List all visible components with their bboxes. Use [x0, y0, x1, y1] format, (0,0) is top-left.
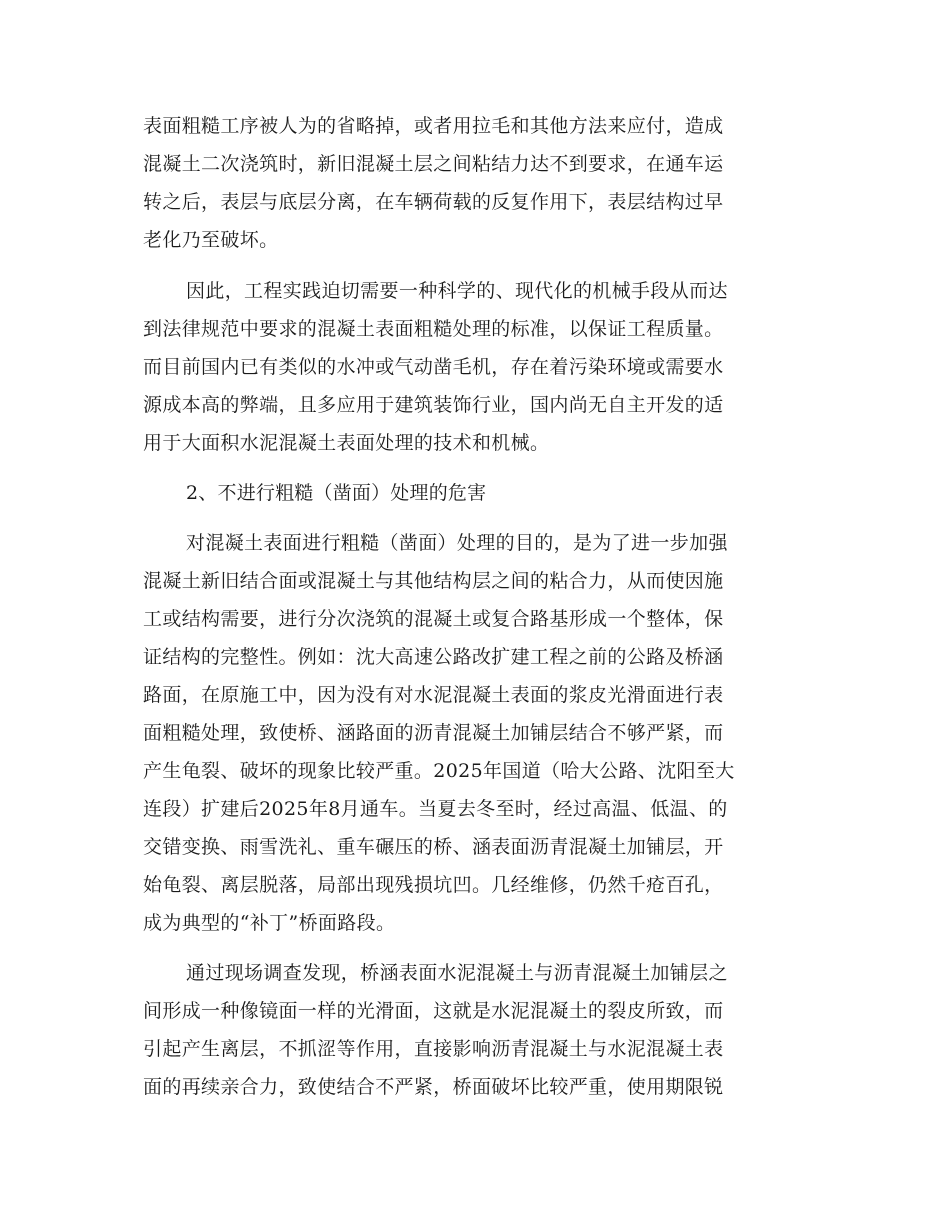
paragraph-4-line-4: 面的再续亲合力，致使结合不严紧，桥面破坏比较严重，使用期限锐	[143, 1076, 724, 1098]
paragraph-2-line-5: 用于大面积水泥混凝土表面处理的技术和机械。	[143, 432, 550, 454]
paragraph-3-line-11: 成为典型的“补丁”桥面路段。	[143, 912, 396, 934]
section-heading: 2、不进行粗糙（凿面）处理的危害	[186, 482, 487, 504]
paragraph-3-line-3: 工或结构需要，进行分次浇筑的混凝土或复合路基形成一个整体，保	[143, 608, 724, 630]
paragraph-3-line-5: 路面，在原施工中，因为没有对水泥混凝土表面的浆皮光滑面进行表	[143, 684, 724, 706]
paragraph-1-line-1: 表面粗糙工序被人为的省略掉，或者用拉毛和其他方法来应付，造成	[143, 115, 724, 137]
paragraph-3-line-6: 面粗糙处理，致使桥、涵路面的沥青混凝土加铺层结合不够严紧，而	[143, 722, 724, 744]
paragraph-3-line-2: 混凝土新旧结合面或混凝土与其他结构层之间的粘合力，从而使因施	[143, 570, 724, 592]
paragraph-1-line-2: 混凝土二次浇筑时，新旧混凝土层之间粘结力达不到要求，在通车运	[143, 153, 724, 175]
paragraph-3-line-1: 对混凝土表面进行粗糙（凿面）处理的目的，是为了进一步加强	[186, 532, 728, 554]
paragraph-4-line-3: 引起产生离层，不抓涩等作用，直接影响沥青混凝土与水泥混凝土表	[143, 1038, 724, 1060]
paragraph-2-line-1: 因此，工程实践迫切需要一种科学的、现代化的机械手段从而达	[186, 280, 728, 302]
paragraph-3-line-4: 证结构的完整性。例如：沈大高速公路改扩建工程之前的公路及桥涵	[143, 646, 724, 668]
paragraph-3-line-10: 始龟裂、离层脱落，局部出现残损坑凹。几经维修，仍然千疮百孔，	[143, 874, 724, 896]
paragraph-1-line-3: 转之后，表层与底层分离，在车辆荷载的反复作用下，表层结构过早	[143, 191, 724, 213]
paragraph-3-line-8: 连段）扩建后2025年8月通车。当夏去冬至时，经过高温、低温、的	[143, 798, 728, 820]
paragraph-3-line-7: 产生龟裂、破坏的现象比较严重。2025年国道（哈大公路、沈阳至大	[143, 760, 735, 782]
paragraph-2-line-3: 而目前国内已有类似的水冲或气动凿毛机，存在着污染环境或需要水	[143, 356, 724, 378]
paragraph-4-line-1: 通过现场调查发现，桥涵表面水泥混凝土与沥青混凝土加铺层之	[186, 962, 728, 984]
paragraph-2-line-4: 源成本高的弊端，且多应用于建筑装饰行业，国内尚无自主开发的适	[143, 394, 724, 416]
paragraph-3-line-9: 交错变换、雨雪洗礼、重车碾压的桥、涵表面沥青混凝土加铺层，开	[143, 836, 724, 858]
paragraph-4-line-2: 间形成一种像镜面一样的光滑面，这就是水泥混凝土的裂皮所致，而	[143, 1000, 724, 1022]
paragraph-2-line-2: 到法律规范中要求的混凝土表面粗糙处理的标准，以保证工程质量。	[143, 318, 724, 340]
paragraph-1-line-4: 老化乃至破坏。	[143, 229, 279, 251]
